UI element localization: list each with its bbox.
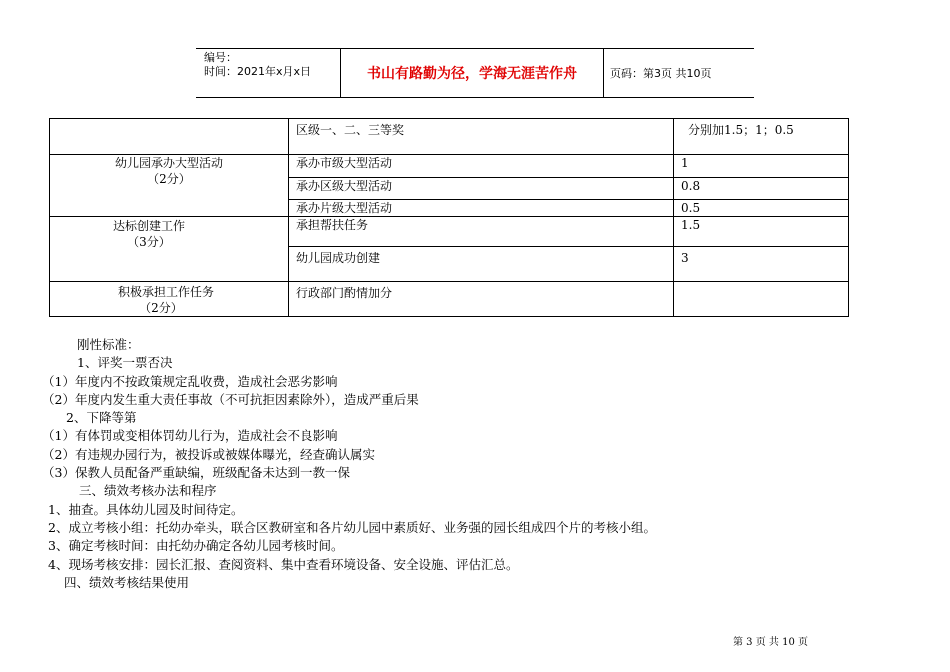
table-cell-item: 承办片级大型活动: [289, 200, 674, 217]
table-cell-item: 承办市级大型活动: [289, 155, 674, 178]
category-points: （3分）: [127, 235, 171, 249]
table-cell-score: 分别加1.5；1；0.5: [674, 119, 849, 155]
category-label: 达标创建工作: [112, 219, 185, 233]
header-motto: 书山有路勤为径，学海无涯苦作舟: [340, 49, 604, 97]
page-footer: 第 3 页 共 10 页: [733, 637, 808, 648]
category-label: 幼儿园承办大型活动: [114, 156, 223, 170]
table-cell-score: 3: [674, 247, 849, 282]
subsection-heading: 2、下降等第: [66, 410, 137, 426]
header-meta: [204, 51, 336, 79]
body-line: （3）保教人员配备严重缺编，班级配备未达到一教一保: [42, 465, 350, 481]
body-line: 3、确定考核时间：由托幼办确定各幼儿园考核时间。: [48, 538, 344, 554]
header-number-label: 编号：: [204, 51, 237, 64]
body-text: [42, 336, 908, 592]
section-heading: 四、绩效考核结果使用: [64, 574, 190, 590]
body-line: 1、抽查。具体幼儿园及时间待定。: [48, 501, 244, 517]
table-row: [50, 155, 849, 178]
page-header: [196, 48, 754, 98]
header-page-label: 页码：第3页 共10页: [610, 67, 712, 80]
body-line: （2）年度内发生重大责任事故（不可抗拒因素除外），造成严重后果: [42, 391, 419, 407]
section-heading: 三、绩效考核办法和程序: [79, 483, 217, 499]
table-cell-item: 承办区级大型活动: [289, 178, 674, 200]
scoring-table: [49, 118, 849, 317]
table-cell-item: 区级一、二、三等奖: [289, 119, 674, 155]
table-cell-score: 0.5: [674, 200, 849, 217]
table-cell-category: [50, 155, 289, 217]
table-cell-score: 0.8: [674, 178, 849, 200]
table-row: [50, 282, 849, 317]
table-cell-score: [674, 282, 849, 317]
table-cell-item: 承担帮扶任务: [289, 217, 674, 247]
body-line: （2）有违规办园行为，被投诉或被媒体曝光，经查确认属实: [42, 446, 375, 462]
category-points: （2分）: [139, 301, 183, 315]
table-cell-category: [50, 282, 289, 317]
body-line: 4、现场考核安排：园长汇报、查阅资料、集中查看环境设备、安全设施、评估汇总。: [48, 556, 519, 572]
table-cell-score: 1: [674, 155, 849, 178]
table-cell-item: 行政部门酌情加分: [289, 282, 674, 317]
table-cell-score: 1.5: [674, 217, 849, 247]
category-label: 积极承担工作任务: [117, 285, 214, 299]
body-line: （1）有体罚或变相体罚幼儿行为，造成社会不良影响: [42, 428, 338, 444]
category-points: （2分）: [147, 172, 191, 186]
table-row: [50, 217, 849, 247]
body-line: （1）年度内不按政策规定乱收费，造成社会恶劣影响: [42, 373, 338, 389]
table-cell-category: [50, 217, 289, 282]
table-row: [50, 119, 849, 155]
section-heading: 刚性标准：: [77, 337, 140, 352]
header-time-label: 时间：2021年x月x日: [204, 65, 312, 78]
table-cell-category: [50, 119, 289, 155]
table-cell-item: 幼儿园成功创建: [289, 247, 674, 282]
body-line: 2、成立考核小组：托幼办牵头，联合区教研室和各片幼儿园中素质好、业务强的园长组成四个片的考核小组。: [48, 519, 656, 535]
subsection-heading: 1、评奖一票否决: [77, 355, 173, 371]
